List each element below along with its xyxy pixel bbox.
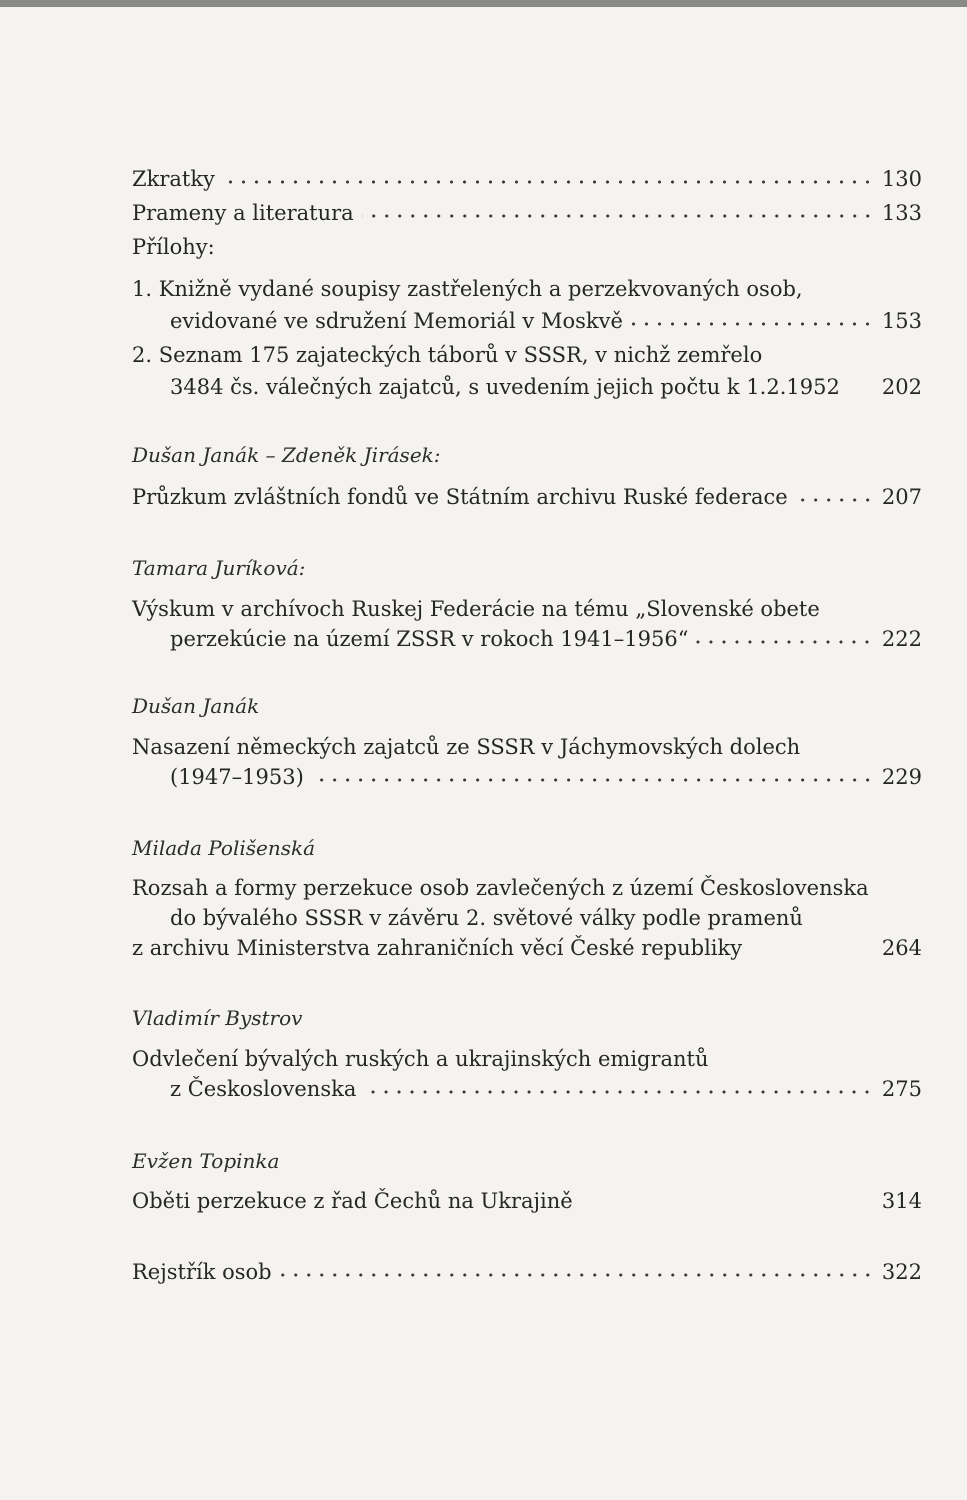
toc-entry-priloha1[interactable] xyxy=(170,306,922,336)
toc-page-number: 275 xyxy=(881,1077,922,1101)
toc-page-number: 229 xyxy=(881,765,922,789)
toc-entry-title: z archivu Ministerstva zahraničních věcí České republiky xyxy=(132,936,743,960)
toc-entry-title: Prameny a literatura xyxy=(132,201,354,225)
toc-entry-title: z Československa xyxy=(170,1077,357,1101)
toc-entry-janak-jirasek[interactable] xyxy=(132,482,922,512)
toc-entry-title: Oběti perzekuce z řad Čechů na Ukrajině xyxy=(132,1189,573,1213)
leader-dots xyxy=(581,1199,874,1209)
toc-page-number: 202 xyxy=(881,375,922,399)
author-polisenska: Milada Polišenská xyxy=(132,836,316,860)
toc-entry-priloha1-line1[interactable]: 1. Knižně vydané soupisy zastřelených a perzekvovaných osob, xyxy=(132,277,803,301)
toc-entry-prameny[interactable] xyxy=(132,198,922,228)
author-jurikova: Tamara Juríková: xyxy=(132,556,306,580)
leader-dots xyxy=(750,946,874,956)
toc-entry-title: 3484 čs. válečných zajatců, s uvedením jejich počtu k 1.2.1952 xyxy=(170,375,840,399)
toc-entry-priloha2-line1[interactable]: 2. Seznam 175 zajateckých táborů v SSSR, v nichž zemřelo xyxy=(132,343,763,367)
toc-page-number: 153 xyxy=(881,309,922,333)
toc-page-number: 133 xyxy=(881,201,922,225)
author-janak: Dušan Janák xyxy=(132,694,260,718)
toc-entry-jurikova-line1[interactable]: Výskum v archívoch Ruskej Federácie na tému „Slovenské obete xyxy=(132,597,820,621)
toc-entry-title: Průzkum zvláštních fondů ve Státním archivu Ruské federace xyxy=(132,485,788,509)
page-top-edge xyxy=(0,0,967,7)
toc-entry-priloha2[interactable] xyxy=(170,372,922,402)
leader-dots xyxy=(696,637,873,647)
toc-page-number: 264 xyxy=(881,936,922,960)
author-janak-jirasek: Dušan Janák – Zdeněk Jirásek: xyxy=(132,443,441,467)
toc-entry-jurikova[interactable] xyxy=(170,624,922,654)
toc-entry-title: Rejstřík osob xyxy=(132,1260,272,1284)
toc-page-number: 322 xyxy=(881,1260,922,1284)
toc-entry-topinka[interactable] xyxy=(132,1186,922,1216)
leader-dots xyxy=(848,385,874,395)
toc-entry-rejstrik[interactable] xyxy=(132,1257,922,1287)
leader-dots xyxy=(631,319,874,329)
toc-entry-polisenska-line2[interactable]: do bývalého SSSR v závěru 2. světové války podle pramenů xyxy=(170,906,803,930)
leader-dots xyxy=(280,1270,874,1280)
toc-entry-janak-line1[interactable]: Nasazení německých zajatců ze SSSR v Jáchymovských dolech xyxy=(132,735,801,759)
leader-dots xyxy=(362,211,874,221)
toc-entry-zkratky[interactable] xyxy=(132,164,922,194)
toc-entry-janak[interactable] xyxy=(170,762,922,792)
author-bystrov: Vladimír Bystrov xyxy=(132,1006,303,1030)
toc-entry-polisenska[interactable] xyxy=(132,933,922,963)
author-topinka: Evžen Topinka xyxy=(132,1149,280,1173)
toc-entry-bystrov[interactable] xyxy=(170,1074,922,1104)
toc-entry-bystrov-line1[interactable]: Odvlečení bývalých ruských a ukrajinských emigrantů xyxy=(132,1047,709,1071)
toc-entry-title: Zkratky xyxy=(132,167,215,191)
toc-page-number: 222 xyxy=(881,627,922,651)
leader-dots xyxy=(312,775,874,785)
leader-dots xyxy=(796,495,874,505)
toc-section-prilohy: Přílohy: xyxy=(132,235,215,259)
leader-dots xyxy=(364,1087,874,1097)
toc-page-number: 130 xyxy=(881,167,922,191)
toc-entry-title: (1947–1953) xyxy=(170,765,304,789)
toc-entry-polisenska-line1[interactable]: Rozsah a formy perzekuce osob zavlečených z území Československa xyxy=(132,876,869,900)
toc-entry-title: perzekúcie na území ZSSR v rokoch 1941–1956“ xyxy=(170,627,689,651)
toc-page-number: 314 xyxy=(881,1189,922,1213)
toc-page-number: 207 xyxy=(881,485,922,509)
toc-entry-title: evidované ve sdružení Memoriál v Moskvě xyxy=(170,309,623,333)
leader-dots xyxy=(223,177,874,187)
